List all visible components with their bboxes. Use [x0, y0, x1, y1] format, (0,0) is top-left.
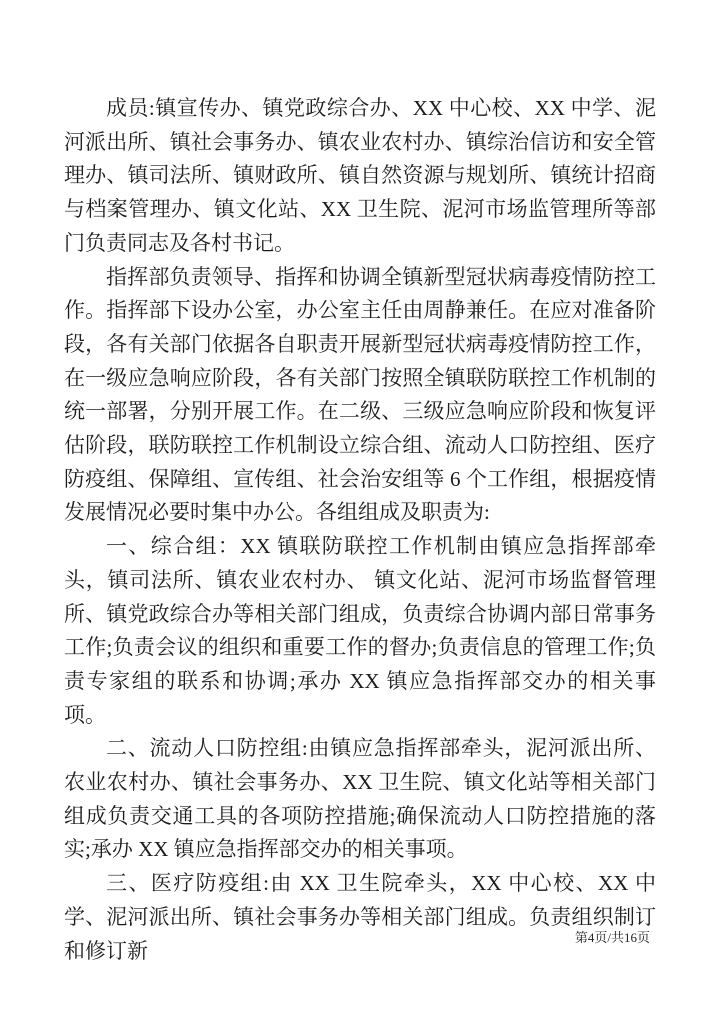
document-body [64, 92, 656, 968]
paragraph-members-list: 成员:镇宣传办、镇党政综合办、XX 中心校、XX 中学、泥河派出所、镇社会事务办、镇农业农村办、镇综治信访和安全管理办、镇司法所、镇财政所、镇自然资源与规划所、镇统计招商与档案管理办、镇文化站、XX 卫生院、泥河市场监管理所等部门负责同志及各村书记。 [64, 96, 656, 255]
page-number: 第4页/共16页 [574, 930, 650, 945]
paragraph-command-duties: 指挥部负责领导、指挥和协调全镇新型冠状病毒疫情防控工作。指挥部下设办公室，办公室主任由周静兼任。在应对准备阶段，各有关部门依据各自职责开展新型冠状病毒疫情防控工作，在一级应急响应阶段，各有关部门按照全镇联防联控工作机制的统一部署，分别开展工作。在二级、三级应急响应阶段和恢复评估阶段，联防联控工作机制设立综合组、流动人口防控组、医疗防疫组、保障组、宣传组、社会治安组等 6 个工作组，根据疫情发展情况必要时集中办公。各组组成及职责为: [64, 264, 656, 525]
paragraph-group-1-comprehensive: 一、综合组：XX 镇联防联控工作机制由镇应急指挥部牵头，镇司法所、镇农业农村办、 镇文化站、泥河市场监督管理所、镇党政综合办等相关部门组成，负责综合协调内部日常事务工作;负责会议的组织和重要工作的督办;负责信息的管理工作;负责专家组的联系和协调;承办 XX 镇应急指挥部交办的相关事项。 [64, 534, 656, 727]
paragraph-group-2-floating-population: 二、流动人口防控组:由镇应急指挥部牵头，泥河派出所、农业农村办、镇社会事务办、XX 卫生院、镇文化站等相关部门组成负责交通工具的各项防控措施;确保流动人口防控措施的落实;承办 XX 镇应急指挥部交办的相关事项。 [64, 736, 656, 862]
paragraph-group-3-medical-prevention: 三、医疗防疫组:由 XX 卫生院牵头，XX 中心校、XX 中学、泥河派出所、镇社会事务办等相关部门组成。负责组织制订和修订新 [64, 871, 656, 963]
